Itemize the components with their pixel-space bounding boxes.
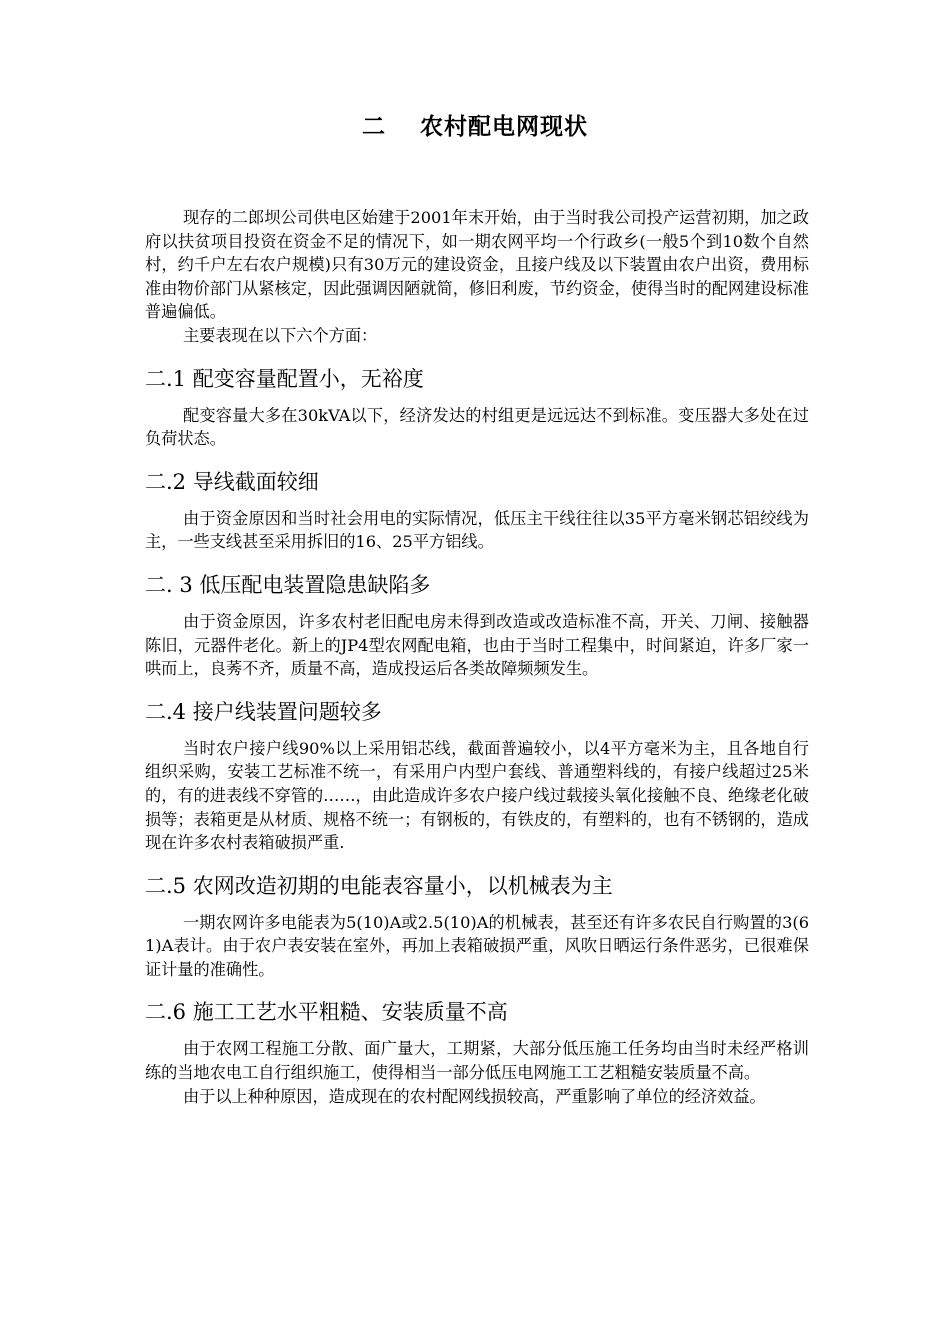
intro-paragraph: 现存的二郎坝公司供电区始建于2001年末开始，由于当时我公司投产运营初期，加之政府以扶贫项目投资在资金不足的情况下，如一期农网平均一个行政乡(一般5个到10数个自然村，约千户左右农户规模)只有30万元的建设资金，且接户线及以下装置由农户出资，费用标准由物价部门从紧核定，因此强调因陋就简，修旧利废，节约资金，使得当时的配网建设标准普遍偏低。 (145, 208, 809, 322)
title-number: 二 (362, 114, 386, 140)
conclusion-paragraph: 由于以上种种原因，造成现在的农村配网线损较高，严重影响了单位的经济效益。 (183, 1086, 766, 1106)
section-paragraph: 一期农网许多电能表为5(10)A或2.5(10)A的机械表，甚至还有许多农民自行购置的3(61)A表计。由于农户表安装在室外，再加上表箱破损严重，风吹日晒运行条件恶劣，已很难保证计量的准确性。 (145, 912, 809, 979)
section-heading: 二.4 接户线装置问题较多 (145, 699, 382, 724)
document-body (145, 206, 809, 1108)
section-1 (145, 364, 809, 451)
section-5 (145, 871, 809, 982)
page-title (0, 112, 950, 142)
intro-summary: 主要表现在以下六个方面： (183, 325, 378, 345)
section-paragraph: 由于资金原因，许多农村老旧配电房未得到改造或改造标准不高，开关、刀闸、接触器陈旧，元器件老化。新上的JP4型农网配电箱，也由于当时工程集中，时间紧迫，许多厂家一哄而上，良莠不齐，质量不高，造成投运后各类故障频频发生。 (145, 611, 809, 679)
section-heading: 二.1 配变容量配置小，无裕度 (145, 366, 424, 391)
section-paragraph: 当时农户接户线90%以上采用铝芯线，截面普遍较小，以4平方毫米为主，且各地自行组织采购，安装工艺标准不统一，有采用户内型户套线、普通塑料线的，有接户线超过25米的，有的进表线不穿管的……，由此造成许多农户接户线过载接头氧化接触不良、绝缘老化破损等；表箱更是从材质、规格不统一；有钢板的，有铁皮的，有塑料的，也有不锈钢的，造成现在许多农村表箱破损严重. (145, 738, 809, 853)
section-2 (145, 467, 809, 554)
section-heading: 二. 3 低压配电装置隐患缺陷多 (145, 572, 431, 597)
section-paragraph: 由于农网工程施工分散、面广量大，工期紧，大部分低压施工任务均由当时未经严格训练的当地农电工自行组织施工，使得相当一部分低压电网施工工艺粗糙安装质量不高。 (145, 1039, 809, 1083)
section-heading: 二.5 农网改造初期的电能表容量小，以机械表为主 (145, 873, 613, 898)
section-4 (145, 697, 809, 855)
title-text: 农村配电网现状 (420, 114, 588, 140)
section-3 (145, 570, 809, 681)
section-6 (145, 997, 809, 1108)
section-heading: 二.6 施工工艺水平粗糙、安装质量不高 (145, 1000, 508, 1025)
section-paragraph: 配变容量大多在30kVA以下，经济发达的村组更是远远达不到标准。变压器大多处在过负荷状态。 (145, 405, 809, 449)
section-paragraph: 由于资金原因和当时社会用电的实际情况，低压主干线往往以35平方毫米钢芯铝绞线为主，一些支线甚至采用拆旧的16、25平方铝线。 (145, 508, 809, 552)
section-heading: 二.2 导线截面较细 (145, 469, 319, 494)
